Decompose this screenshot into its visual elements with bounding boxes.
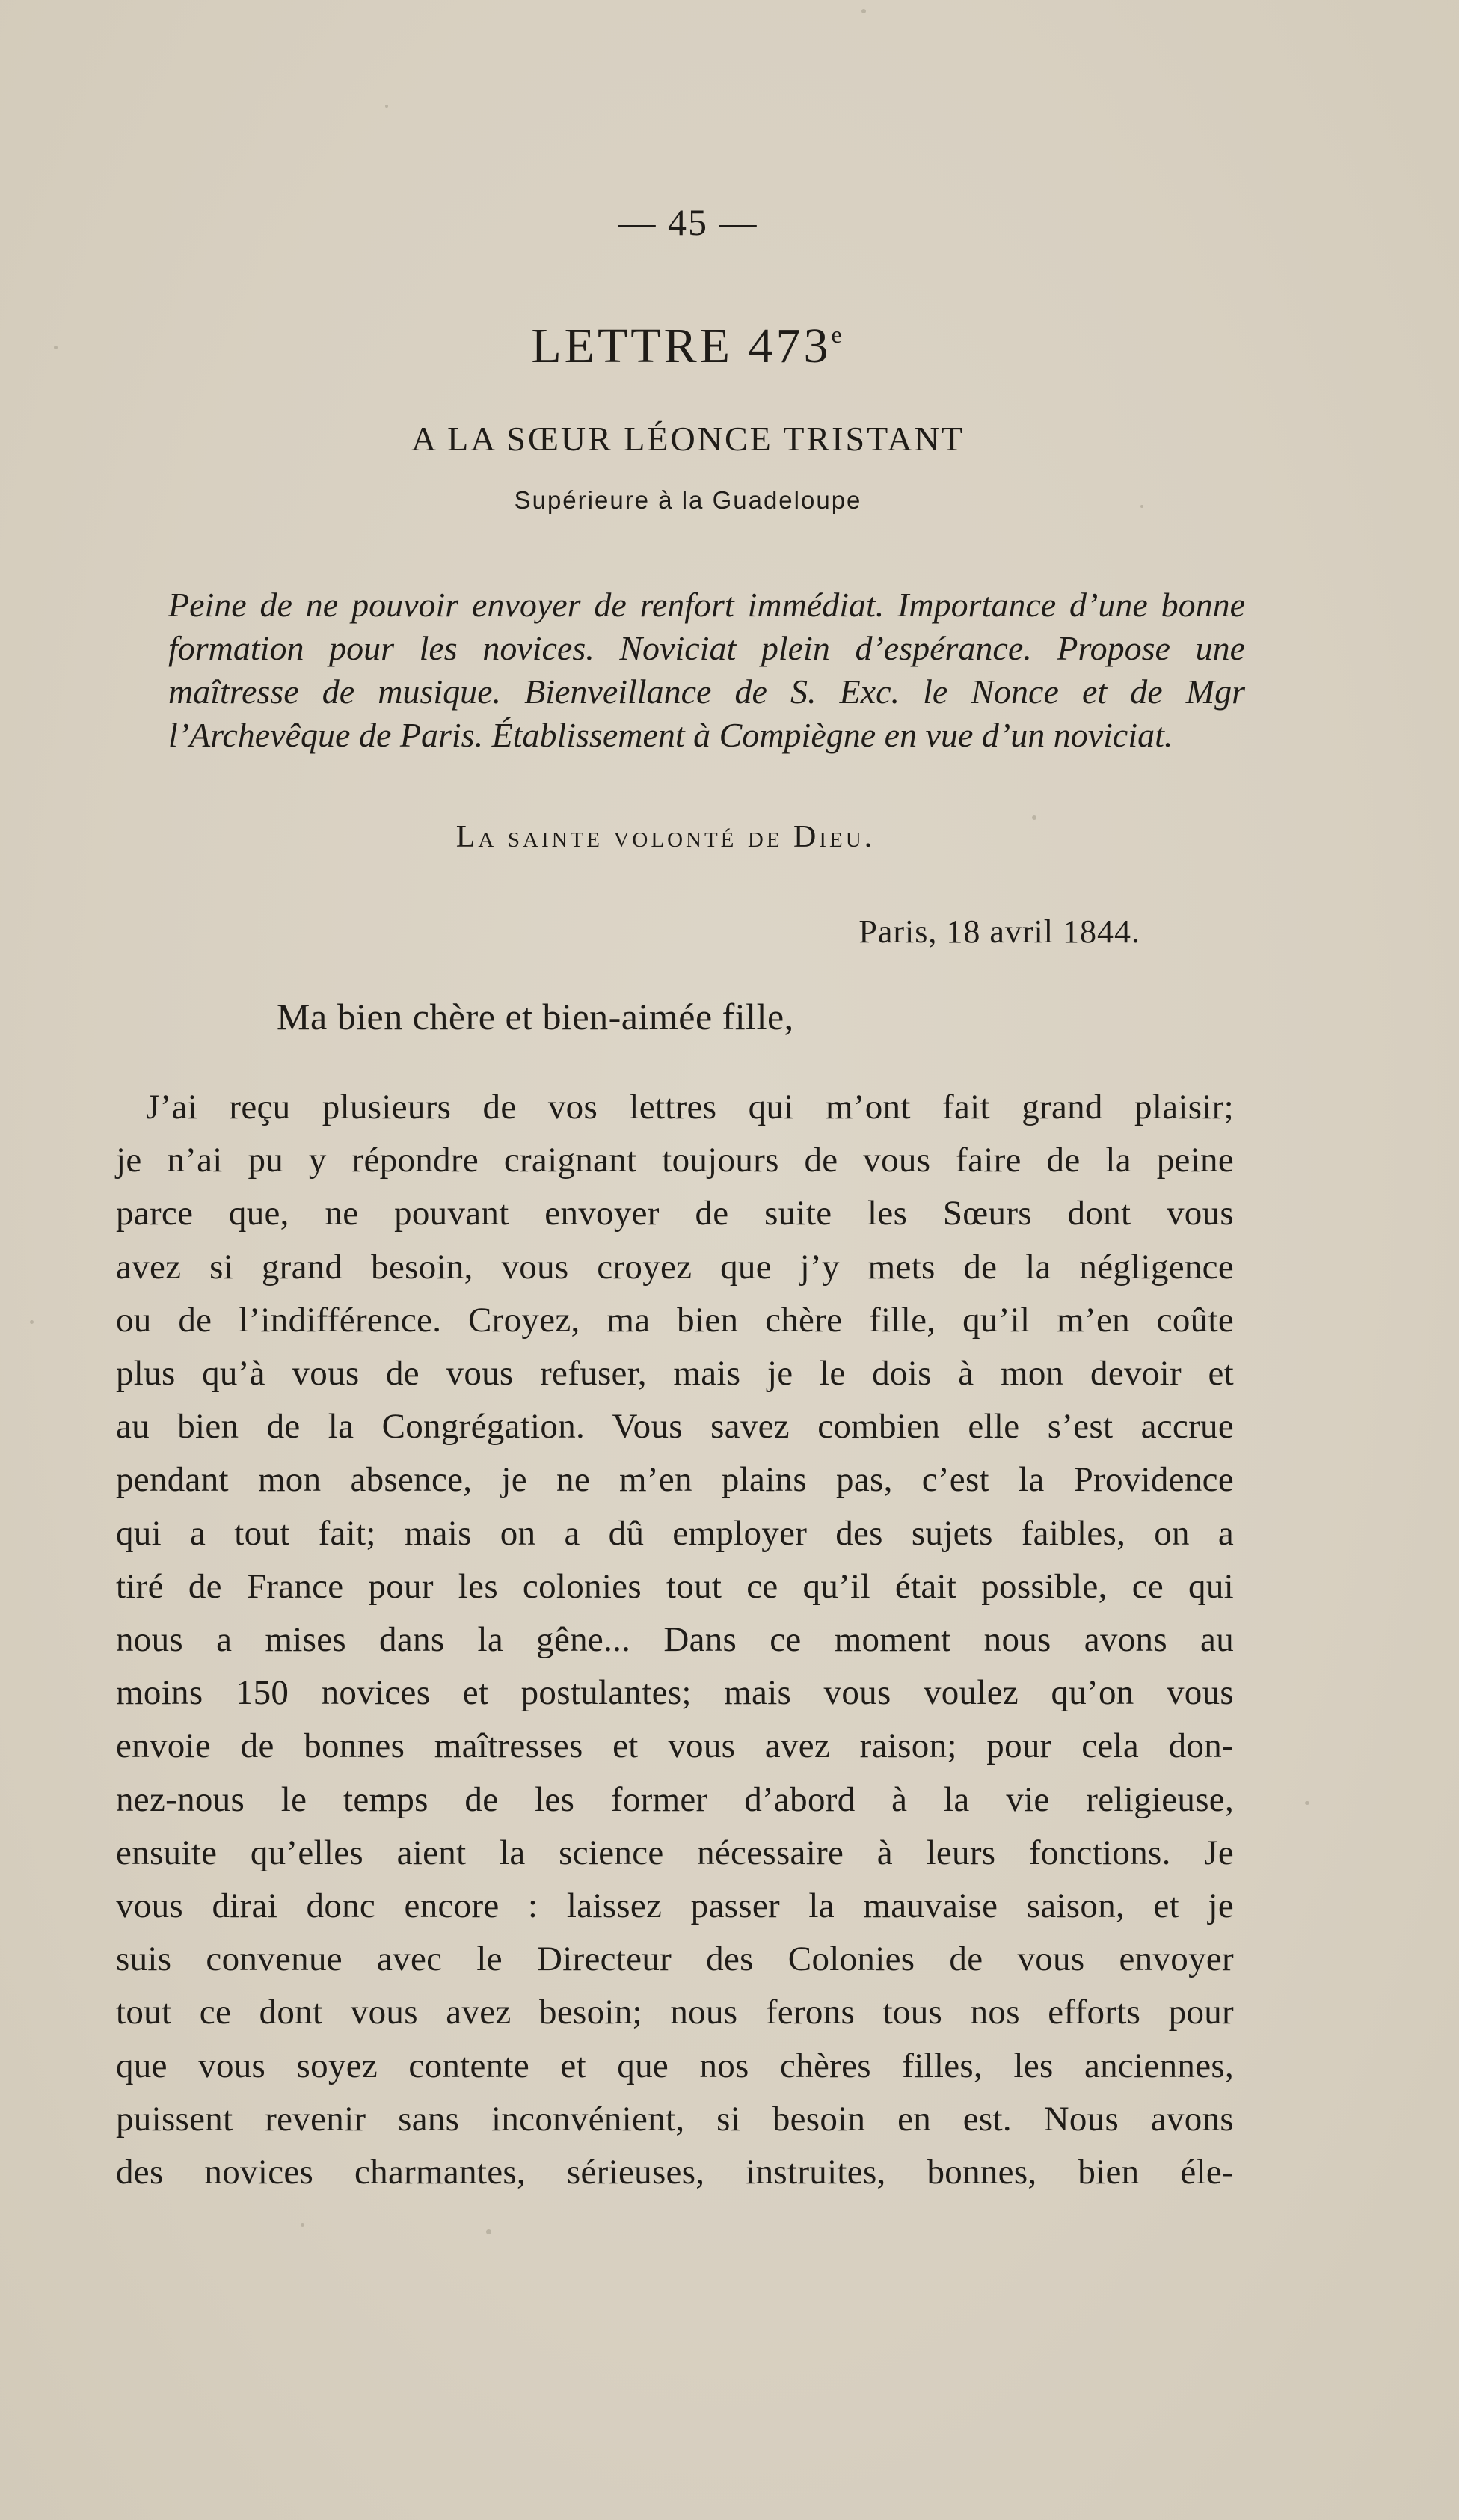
paper-speck — [30, 1320, 34, 1324]
body-line: envoie de bonnes maîtresses et vous avez raison; pour cela don- — [116, 1726, 1234, 1766]
header-block — [116, 0, 1245, 1047]
body-line: plus qu’à vous de vous refuser, mais je le dois à mon devoir et — [116, 1354, 1234, 1394]
body-line: tiré de France pour les colonies tout ce qu’il était possible, ce qui — [116, 1566, 1234, 1606]
body-line: puissent revenir sans inconvénient, si besoin en est. Nous avons — [116, 2099, 1234, 2139]
letter-summary: Peine de ne pouvoir envoyer de renfort immédiat. Importance d’une bonne formation pour les novices. Noviciat plein d’espérance. Propose une maîtresse de musique. Bienveillance de S. Exc. le Nonce et de Mgr l’Archevêque de Paris. Établissement à Compiègne en vue d’un noviciat. — [168, 586, 1245, 754]
page-number: — 45 — — [618, 201, 758, 243]
body-line: pendant mon absence, je ne m’en plains pas, c’est la Providence — [116, 1460, 1234, 1500]
letter-title-suffix: e — [831, 321, 845, 348]
body-line: au bien de la Congrégation. Vous savez combien elle s’est accrue — [116, 1407, 1234, 1447]
body-line: parce que, ne pouvant envoyer de suite les Sœurs dont vous — [116, 1194, 1234, 1233]
body-line: ensuite qu’elles aient la science nécessaire à leurs fonctions. Je — [116, 1833, 1234, 1872]
body-line: moins 150 novices et postulantes; mais vous voulez qu’on vous — [116, 1673, 1234, 1713]
body-line: avez si grand besoin, vous croyez que j’y mets de la négligence — [116, 1247, 1234, 1287]
body-line: que vous soyez contente et que nos chères filles, les anciennes, — [116, 2046, 1234, 2085]
body-line: J’ai reçu plusieurs de vos lettres qui m’ont fait grand plaisir; — [146, 1088, 1234, 1126]
paper-speck — [486, 2229, 491, 2234]
paper-speck — [301, 2223, 304, 2227]
body-line: nez-nous le temps de les former d’abord à la vie religieuse, — [116, 1779, 1234, 1819]
recipient-heading: A LA SŒUR LÉONCE TRISTANT — [411, 420, 965, 458]
body-line: des novices charmantes, sérieuses, instruites, bonnes, bien éle- — [116, 2153, 1234, 2192]
letter-salutation: Ma bien chère et bien-aimée fille, — [277, 996, 794, 1037]
paper-speck — [54, 346, 58, 349]
body-line: suis convenue avec le Directeur des Colonies de vous envoyer — [116, 1940, 1234, 1979]
letter-title-text: LETTRE 473 — [531, 319, 832, 373]
body-line: nous a mises dans la gêne... Dans ce moment nous avons au — [116, 1620, 1234, 1660]
body-line: je n’ai pu y répondre craignant toujours de vous faire de la peine — [116, 1141, 1234, 1180]
letter-body — [116, 1081, 1234, 2199]
paper-speck — [1305, 1801, 1309, 1805]
letter-dateline: Paris, 18 avril 1844. — [858, 913, 1140, 950]
body-line: ou de l’indifférence. Croyez, ma bien chère fille, qu’il m’en coûte — [116, 1300, 1234, 1340]
letter-title — [131, 318, 1245, 375]
letter-motto: La sainte volonté de Dieu. — [455, 820, 876, 854]
recipient-subtitle: Supérieure à la Guadeloupe — [514, 486, 862, 514]
body-line: qui a tout fait; mais on a dû employer des sujets faibles, on a — [116, 1513, 1234, 1553]
body-line: vous dirai donc encore : laissez passer la mauvaise saison, et je — [116, 1886, 1234, 1926]
body-line: tout ce dont vous avez besoin; nous ferons tous nos efforts pour — [116, 1993, 1234, 2032]
